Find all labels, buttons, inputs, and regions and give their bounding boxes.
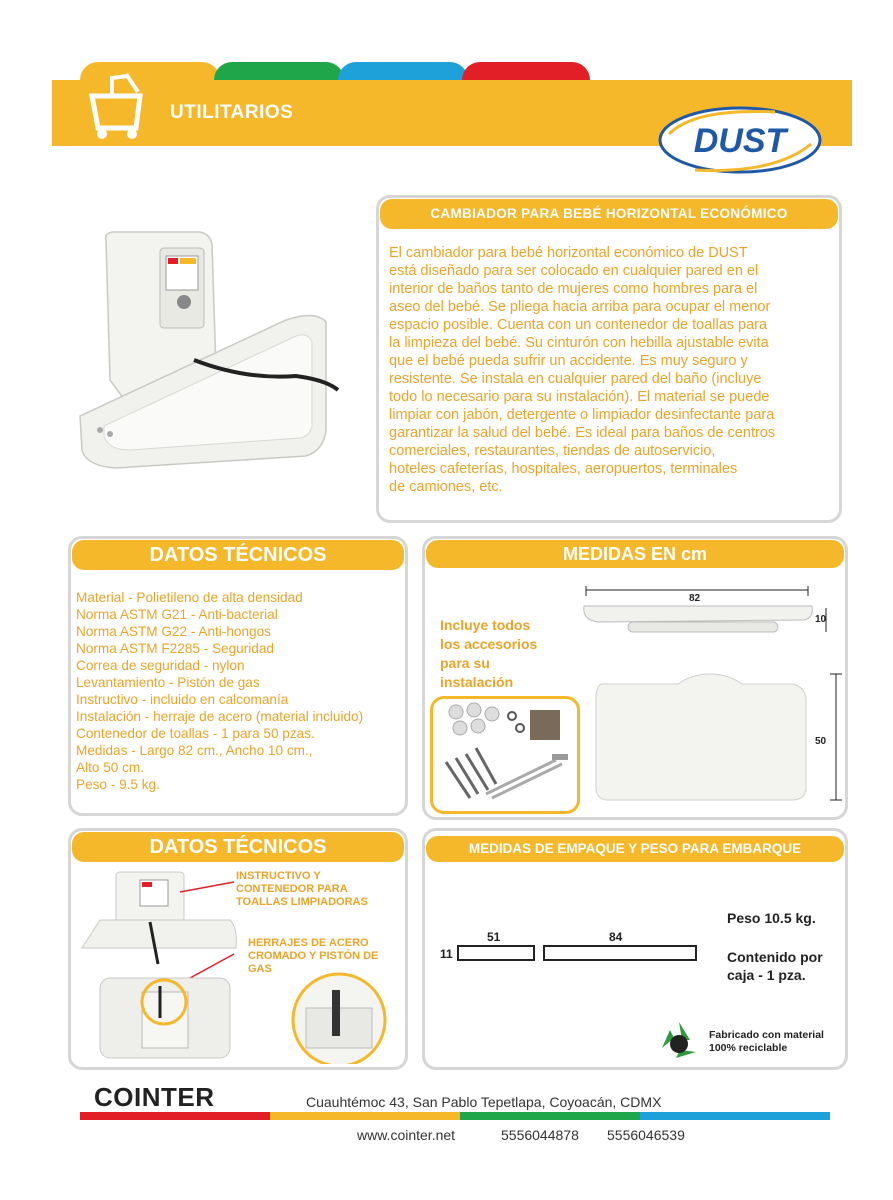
recycle-note: Fabricado con material 100% reciclable	[709, 1029, 824, 1054]
specs-title-text: DATOS TÉCNICOS	[149, 544, 327, 566]
changer-front-view	[592, 670, 842, 806]
packing-dim-a: 51	[487, 930, 501, 944]
packing-dim-b: 84	[609, 930, 623, 944]
footer-line-red	[80, 1112, 270, 1120]
details-underside-image	[96, 972, 236, 1064]
cointer-logo	[94, 1082, 215, 1113]
packing-title	[426, 836, 844, 862]
specs-list: Material - Polietileno de alta densidad Norma ASTM G21 - Anti-bacterial Norma ASTM G22 - Anti-hongos Norma ASTM F2285 - Seguridad Correa de seguridad - nylon Levantamiento - Pistón de gas Instructivo - incluido en calcomanía Instalación - herraje de acero (material incluido) Contenedor de toallas - 1 para 50 pzas. Medidas - Largo 82 cm., Ancho 10 cm., Alto 50 cm. Peso - 9.5 kg.	[76, 590, 364, 792]
packing-dim-c: 11	[440, 947, 453, 961]
description-title	[380, 199, 838, 229]
specs-title	[72, 540, 404, 570]
packing-weight: Peso 10.5 kg.	[727, 910, 816, 926]
cleaning-cart-icon	[82, 70, 152, 142]
page-title: UTILITARIOS	[170, 102, 294, 123]
footer-line-blue	[640, 1112, 830, 1120]
footer-website[interactable]: www.cointer.net	[357, 1127, 456, 1143]
details-title	[72, 832, 404, 862]
details-callout-arrows	[180, 878, 240, 978]
cointer-logo-text: COINTER	[94, 1082, 215, 1112]
details-title-text: DATOS TÉCNICOS	[149, 836, 327, 858]
measures-title-text: MEDIDAS EN cm	[562, 544, 708, 564]
dim-length-label: 82	[689, 593, 701, 604]
description-title-text: CAMBIADOR PARA BEBÉ HORIZONTAL ECONÓMICO	[430, 206, 788, 221]
recycle-icon	[656, 1018, 702, 1064]
packing-title-text: MEDIDAS DE EMPAQUE Y PESO PARA EMBARQUE	[468, 841, 802, 856]
accessories-note: Incluye todos los accesorios para su instalación	[440, 617, 538, 690]
dust-logo	[655, 104, 825, 176]
product-description: El cambiador para bebé horizontal económico de DUST está diseñado para ser colocado en cualquier pared en el interior de baños tanto de mujeres como hombres para el aseo del bebé. Se pliega hacia arriba para ocupar el menor espacio posible. Cuenta con un contenedor de toallas para la limpieza del bebé. Su cinturón con hebilla ajustable evita que el bebé pueda sufrir un accidente. Es muy seguro y resistente. Se instala en cualquier pared del baño (incluye todo lo necesario para su instalación). El material se puede limpiar con jabón, detergente o limpiador desinfectante para garantizar la salud del bebé. Es ideal para baños de centros comerciales, restaurantes, tiendas de autoservicio, hoteles cafeterías, hospitales, aeropuertos, terminales de camiones, etc.	[389, 245, 776, 495]
dim-height-label: 50	[815, 736, 827, 747]
dust-logo-text: DUST	[693, 122, 787, 160]
details-callout-instructions: INSTRUCTIVO Y CONTENEDOR PARA TOALLAS LIMPIADORAS	[236, 870, 368, 908]
footer-line-green	[460, 1112, 640, 1120]
baby-changer-image	[76, 230, 356, 480]
dim-width-label: 10	[815, 614, 827, 625]
measures-title	[426, 540, 844, 568]
footer-phone-1[interactable]: 5556044878	[501, 1127, 579, 1143]
packing-box-diagram	[456, 942, 700, 964]
details-zoom-image	[276, 968, 402, 1064]
footer-line-yellow	[270, 1112, 460, 1120]
changer-side-view	[578, 584, 838, 644]
footer-address: Cuauhtémoc 43, San Pablo Tepetlapa, Coyoacán, CDMX	[306, 1094, 662, 1110]
accessories-image	[436, 702, 576, 808]
packing-content: Contenido por caja - 1 pza.	[727, 949, 823, 983]
details-callout-hardware: HERRAJES DE ACERO CROMADO Y PISTÓN DE GAS	[248, 937, 379, 975]
footer-phone-2[interactable]: 5556046539	[607, 1127, 685, 1143]
